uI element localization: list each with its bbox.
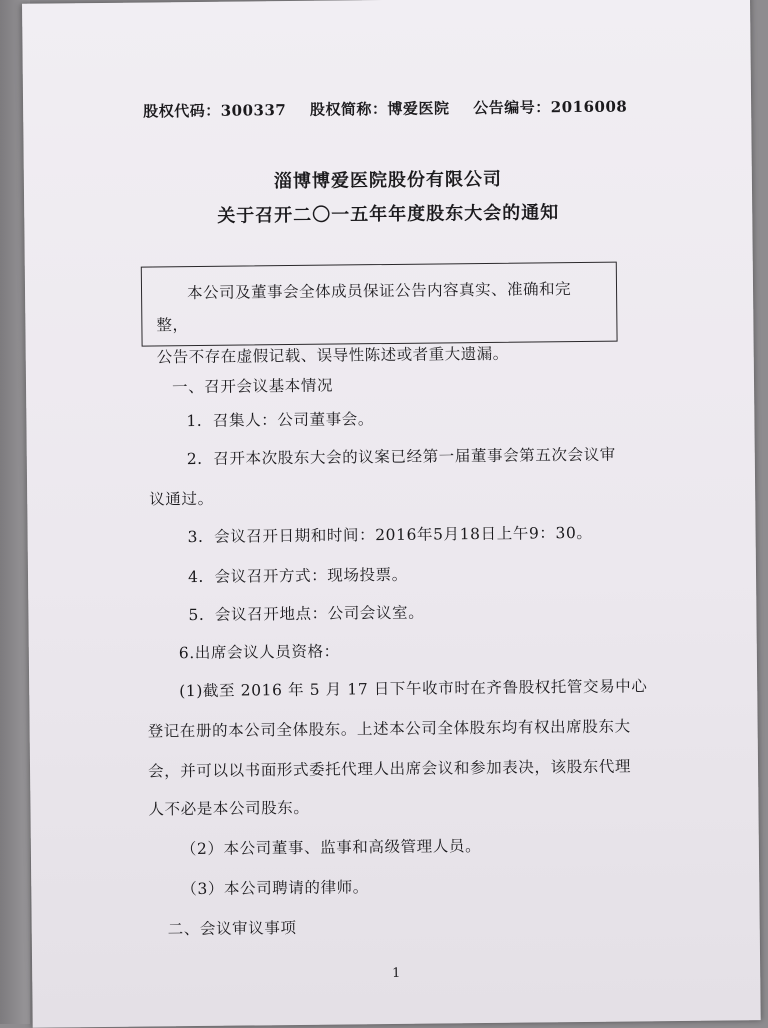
sub-item-1-line-3: 会，并可以以书面形式委托代理人出席会议和参加表决，该股东代理 — [147, 757, 632, 781]
document-page — [22, 0, 761, 1028]
disclaimer-box — [141, 262, 618, 367]
sub-item-3: （3）本公司聘请的律师。 — [181, 878, 369, 899]
page-number: 1 — [391, 965, 401, 981]
item-6: 6.出席会议人员资格： — [178, 642, 340, 663]
item-1: 1．召集人：公司董事会。 — [186, 410, 375, 431]
stock-code: 股权代码：300337 — [143, 101, 287, 121]
section-1-heading: 一、召开会议基本情况 — [171, 376, 334, 397]
announcement-number: 公告编号：2016008 — [473, 97, 628, 118]
sub-item-1-line-4: 人不必是本公司股东。 — [148, 798, 310, 819]
disclaimer-line-1: 本公司及董事会全体成员保证公告内容真实、准确和完整， — [156, 280, 572, 335]
sub-item-2: （2）本公司董事、监事和高级管理人员。 — [180, 837, 482, 859]
company-title: 淄博博爱医院股份有限公司 — [273, 168, 502, 193]
item-4: 4．会议召开方式：现场投票。 — [187, 565, 408, 587]
sub-item-1-line-2: 登记在册的本公司全体股东。上述本公司全体股东均有权出席股东大 — [147, 717, 631, 741]
document-header — [143, 95, 645, 121]
item-2-line-1: 2．召开本次股东大会的议案已经第一届董事会第五次会议审 — [186, 445, 616, 469]
notice-title: 关于召开二〇一五年年度股东大会的通知 — [217, 202, 560, 227]
section-2-heading: 二、会议审议事项 — [167, 918, 297, 939]
item-2-line-2: 议通过。 — [149, 489, 214, 509]
item-2 — [187, 437, 667, 476]
sub-item-1-line-1: (1)截至 2016 年 5 月 17 日下午收市时在齐鲁股权托管交易中心 — [179, 677, 648, 701]
stock-name: 股权简称：博爱医院 — [309, 99, 450, 119]
item-3: 3．会议召开日期和时间：2016年5月18日上午9：30。 — [187, 523, 593, 547]
item-5: 5．会议召开地点：公司会议室。 — [188, 603, 425, 625]
disclaimer-line-2: 公告不存在虚假记载、误导性陈述或者重大遗漏。 — [156, 344, 509, 367]
